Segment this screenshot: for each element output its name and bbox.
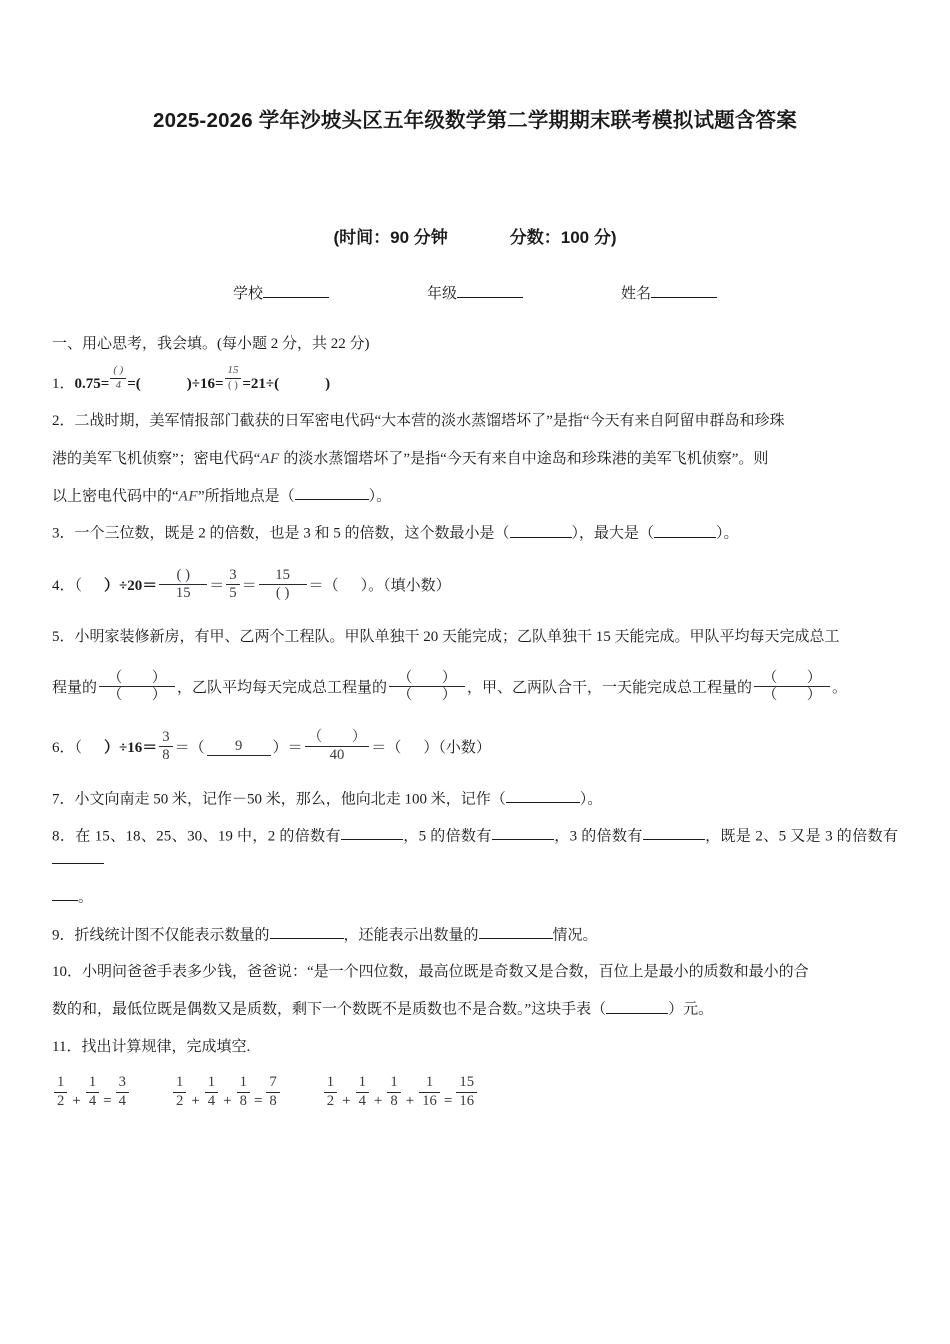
- q11-term-fraction: $\frac{1}{4}$: [86, 1075, 99, 1109]
- q11-result-fraction: $\frac{3}{4}$: [116, 1075, 129, 1109]
- question-8-text-b: ，5 的倍数有: [402, 828, 492, 845]
- question-4-eq2: ＝: [241, 577, 257, 594]
- question-5-fraction-3[interactable]: $\frac{( )}{( )}$: [754, 671, 830, 704]
- question-3-text-c: ）。: [716, 525, 739, 542]
- q11-equals-sign: =: [253, 1092, 263, 1109]
- q11-result-fraction: $\frac{7}{8}$: [266, 1075, 279, 1109]
- question-6-p2: ）÷16＝: [104, 739, 158, 756]
- question-1-eq2: )÷16=: [186, 376, 224, 393]
- page-title: 2025-2026 学年沙坡头区五年级数学第二学期期末联考模拟试题含答案: [153, 109, 797, 132]
- question-5-number: 5．: [52, 628, 75, 645]
- question-2-code-af-1: AF: [260, 450, 280, 467]
- school-blank[interactable]: [263, 282, 329, 297]
- question-8-line2-text: 。: [78, 889, 94, 906]
- question-5-fraction-2[interactable]: $\frac{( )}{( )}$: [389, 671, 465, 704]
- question-5-line1: 小明家装修新房，有甲、乙两个工程队。甲队单独干 20 天能完成；乙队单独干 15 天能完成。甲队平均每天完成总工: [74, 628, 840, 645]
- question-3: [52, 508, 898, 546]
- question-9-blank-2[interactable]: [479, 924, 553, 939]
- q11-equals-sign: =: [443, 1092, 453, 1109]
- exam-time-label: (时间：90 分钟: [333, 227, 448, 247]
- q11-operator: +: [223, 1092, 232, 1109]
- question-9-text-c: 情况。: [552, 926, 598, 943]
- q11-term-fraction: $\frac{1}{2}$: [54, 1075, 67, 1109]
- question-1-eq1: =(: [127, 376, 141, 393]
- question-9-blank-1[interactable]: [270, 924, 344, 939]
- question-7-text-b: ）。: [579, 790, 603, 807]
- q11-term-fraction: $\frac{1}{4}$: [205, 1075, 218, 1109]
- grade-label: 年级: [426, 285, 457, 302]
- question-5-fraction-1[interactable]: $\frac{( )}{( )}$: [99, 671, 175, 704]
- question-3-blank-1[interactable]: [510, 522, 572, 537]
- question-11-text: 找出计算规律，完成填空.: [81, 1038, 251, 1055]
- question-10-number: 10．: [52, 964, 83, 981]
- question-2-line2: [52, 434, 898, 471]
- question-2-line3: [52, 471, 898, 509]
- question-4-blank-1[interactable]: [82, 575, 104, 598]
- question-11: [52, 1022, 898, 1059]
- question-9: [52, 910, 898, 948]
- question-7-text-a: 小文向南走 50 米，记作－50 米，那么，他向北走 100 米，记作（: [74, 790, 506, 807]
- q11-term-fraction: $\frac{1}{4}$: [356, 1075, 369, 1109]
- question-9-number: 9．: [52, 926, 75, 943]
- question-7-number: 7．: [52, 790, 75, 807]
- question-8-blank-2[interactable]: [492, 825, 554, 840]
- question-10-line2-a: 数的和，最低位既是偶数又是质数，剩下一个数既不是质数也不是合数。”这块手表（: [52, 1001, 607, 1018]
- school-label: 学校: [232, 285, 263, 302]
- question-3-number: 3．: [52, 525, 75, 542]
- question-6-eq3: ＝（: [371, 739, 402, 756]
- question-2-answer-blank[interactable]: [295, 485, 369, 509]
- name-blank[interactable]: [651, 282, 717, 297]
- question-3-text-b: ），最大是（: [571, 525, 655, 542]
- question-8-text-c: ，3 的倍数有: [553, 828, 643, 845]
- q11-term-fraction: $\frac{1}{2}$: [324, 1075, 337, 1109]
- question-9-text-b: ，还能表示出数量的: [343, 926, 479, 943]
- question-2-code-af-2: AF: [178, 488, 198, 505]
- question-10-blank[interactable]: [606, 998, 668, 1013]
- question-8-text-a: 在 15、18、25、30、19 中，2 的倍数有: [75, 828, 341, 845]
- question-8: [52, 811, 898, 872]
- question-10-line1: 小明问爸爸手表多少钱，爸爸说：“是一个四位数，最高位既是奇数又是合数，百位上是最小的质数和最小的合: [82, 964, 809, 981]
- q11-term-fraction: $\frac{1}{2}$: [173, 1075, 186, 1109]
- question-6-eq2: ）＝: [272, 739, 303, 756]
- exam-meta-line: [52, 135, 898, 248]
- q11-equation-3: [322, 1075, 479, 1109]
- question-1-eq4: ): [325, 376, 331, 393]
- question-2-line3-c: ）。: [368, 488, 392, 505]
- question-8-blank-4-cont[interactable]: [52, 886, 78, 901]
- q11-equals-sign: =: [103, 1092, 112, 1109]
- question-6-eq1: ＝（: [174, 739, 205, 756]
- question-2-line1: 二战时期，美军情报部门截获的日军密电代码“大本营的淡水蒸馏塔坏了”是指“今天有来自阿留申群岛和珍珠: [74, 413, 785, 430]
- question-6-number: 6．: [52, 739, 75, 756]
- question-11-equations: [52, 1059, 898, 1109]
- question-5-line2: [52, 649, 898, 704]
- school-field: [233, 282, 329, 303]
- question-2-number: 2．: [52, 413, 75, 430]
- q11-equation-2: [171, 1075, 282, 1109]
- question-10-line2: [52, 984, 898, 1022]
- question-6-blank-1[interactable]: [82, 737, 104, 760]
- question-2: [52, 396, 898, 433]
- question-4: [52, 546, 898, 602]
- question-1-number: 1．: [52, 376, 75, 393]
- grade-field: [427, 282, 523, 303]
- question-8-blank-3[interactable]: [643, 825, 705, 840]
- question-4-eq1: ＝: [209, 577, 225, 594]
- question-7: [52, 764, 898, 812]
- question-8-number: 8．: [52, 828, 76, 845]
- question-6: [52, 704, 898, 764]
- question-1-fraction-1: $\frac{( )}{4}$: [110, 365, 126, 391]
- question-4-fraction-2: $\frac{3}{5}$: [226, 568, 239, 602]
- grade-blank[interactable]: [457, 282, 523, 297]
- exam-score-label: 分数：100 分): [509, 227, 617, 247]
- question-4-fraction-1: $\frac{( )}{15}$: [159, 568, 207, 602]
- name-field: [621, 282, 717, 303]
- question-4-p1: （: [74, 577, 83, 594]
- question-6-blank-2[interactable]: [401, 737, 423, 760]
- question-5-line2-a: 程量的: [52, 679, 98, 696]
- question-3-blank-2[interactable]: [654, 522, 716, 537]
- question-4-fraction-3: $\frac{15}{( )}$: [259, 568, 307, 602]
- q11-result-fraction: $\frac{15}{16}$: [456, 1075, 477, 1109]
- q11-operator: +: [373, 1092, 383, 1109]
- question-5: [52, 602, 898, 649]
- question-4-p2: ）÷20＝: [104, 577, 158, 594]
- question-4-eq3: ＝（: [308, 577, 339, 594]
- question-4-number: 4．: [52, 577, 75, 594]
- q11-equation-1: [52, 1075, 131, 1109]
- question-9-text-a: 折线统计图不仅能表示数量的: [74, 926, 270, 943]
- question-11-number: 11．: [52, 1038, 82, 1055]
- question-8-line2: [52, 872, 898, 910]
- question-2-line3-a: 以上密电代码中的“: [52, 488, 179, 505]
- question-5-line2-c: ，甲、乙两队合干，一天能完成总工程量的: [467, 679, 753, 696]
- question-8-text-d: ，既是 2、5 又是 3 的倍数有: [704, 828, 898, 845]
- question-4-blank-2[interactable]: [339, 575, 361, 598]
- q11-operator: +: [405, 1092, 415, 1109]
- question-10: [52, 947, 898, 984]
- student-id-line: [52, 248, 898, 303]
- question-6-fraction-1: $\frac{3}{8}$: [159, 730, 172, 764]
- question-2-line3-b: ”所指地点是（: [198, 488, 295, 505]
- q11-operator: +: [191, 1092, 200, 1109]
- question-5-line2-b: ，乙队平均每天完成总工程量的: [177, 679, 388, 696]
- question-1-blank-1[interactable]: [141, 373, 187, 396]
- question-2-line2-b: 的淡水蒸馏塔坏了”是指“今天有来自中途岛和珍珠港的美军飞机侦察”。则: [283, 450, 769, 467]
- q11-operator: +: [342, 1092, 351, 1109]
- question-3-text-a: 一个三位数，既是 2 的倍数，也是 3 和 5 的倍数，这个数最小是（: [74, 525, 510, 542]
- question-8-blank-1[interactable]: [341, 825, 403, 840]
- question-2-line2-a: 港的美军飞机侦察”；密电代码“: [52, 450, 261, 467]
- q11-term-fraction: $\frac{1}{16}$: [419, 1075, 440, 1109]
- question-10-line2-b: ）元。: [668, 1001, 714, 1018]
- question-5-line2-d: 。: [832, 679, 848, 696]
- question-1: [52, 355, 898, 396]
- question-6-fraction-3[interactable]: $\frac{( )}{40}$: [305, 730, 370, 764]
- q11-operator: +: [72, 1092, 81, 1109]
- question-6-fraction-2: 9: [207, 739, 271, 757]
- question-1-blank-2[interactable]: [279, 373, 325, 396]
- name-label: 姓名: [621, 285, 652, 302]
- section-one-heading: 一、用心思考，我会填。(每小题 2 分，共 22 分): [52, 335, 370, 352]
- question-6-p1: （: [74, 739, 83, 756]
- question-7-blank[interactable]: [506, 788, 580, 803]
- question-1-lead: 0.75=: [74, 376, 110, 393]
- question-8-blank-4[interactable]: [52, 849, 104, 864]
- q11-term-fraction: $\frac{1}{8}$: [237, 1075, 250, 1109]
- question-4-eq4: ）。（填小数）: [360, 577, 451, 594]
- q11-term-fraction: $\frac{1}{8}$: [387, 1075, 400, 1109]
- question-1-eq3: =21÷(: [242, 376, 280, 393]
- question-6-eq4: ）（小数）: [423, 739, 491, 756]
- question-1-fraction-2: $\frac{15}{( )}$: [225, 365, 242, 391]
